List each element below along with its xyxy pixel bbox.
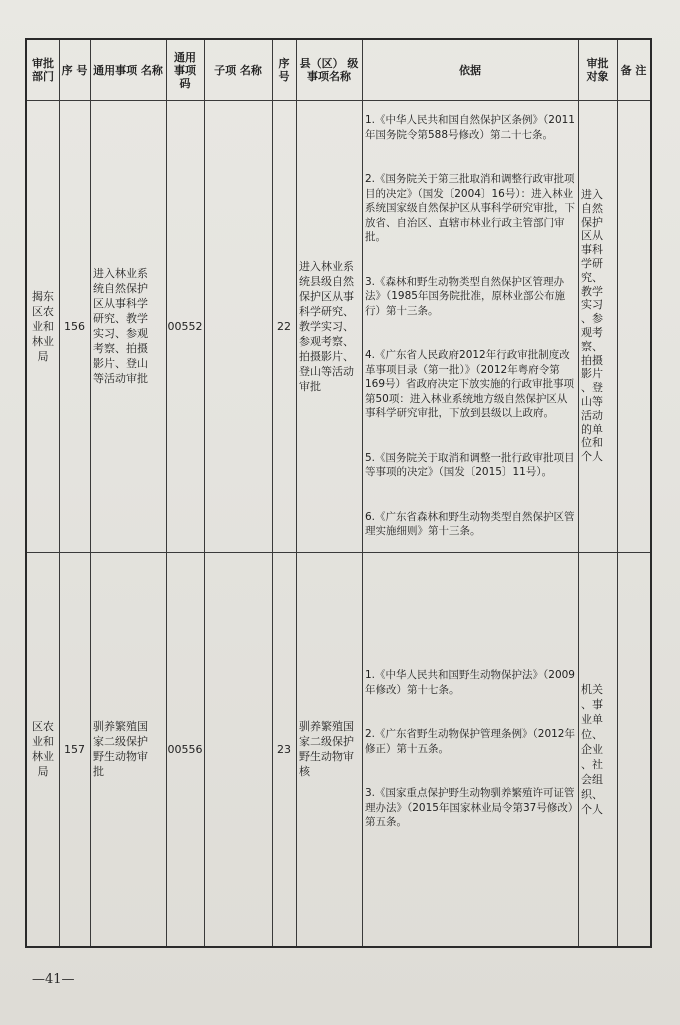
row1-common-name: 进入林业系 统自然保护 区从事科学 研究、教学 实习、参观 考察、拍摄 影片、登山 等活动审批 xyxy=(93,267,148,385)
row2-dept: 区农 业和 林业 局 xyxy=(32,720,54,778)
header-sub-name: 子项 名称 xyxy=(214,63,262,77)
row2-sub-name xyxy=(204,552,272,946)
basis-list xyxy=(365,83,575,569)
header-seq2: 序 号 xyxy=(278,57,290,83)
row2-seq: 157 xyxy=(64,742,85,756)
basis-item: 5.《国务院关于取消和调整一批行政审批项目等事项的决定》（国发〔2015〕11号）。 xyxy=(365,451,575,479)
basis-item: 6.《广东省森林和野生动物类型自然保护区管理实施细则》第十三条。 xyxy=(365,510,575,538)
basis-item: 3.《森林和野生动物类型自然保护区管理办法》（1985年国务院批准，原林业部公布施行）第十三条。 xyxy=(365,275,565,317)
row2-basis xyxy=(362,552,578,946)
row1-basis xyxy=(362,100,578,552)
header-dept: 审批 部门 xyxy=(32,57,54,83)
row2-common-code: 00556 xyxy=(167,742,203,756)
row1-remark xyxy=(617,100,650,552)
row1-seq2: 22 xyxy=(277,319,291,333)
page-number: —41— xyxy=(32,972,75,987)
approval-items-table xyxy=(25,38,652,948)
row1-common-code: 00552 xyxy=(167,319,203,333)
row2-remark xyxy=(617,552,650,946)
basis-item: 2.《国务院关于第三批取消和调整行政审批项目的决定》（国发〔2004〕16号）：进入林业系统国家级自然保护区从事科学研究审批，下放省、自治区、直辖市林业行政主管部门审批。 xyxy=(365,173,575,244)
row2-target: 机关 、事 业单 位、 企业 、社 会组 织、 个人 xyxy=(581,682,603,816)
header-county-name: 县（区） 级 事项名称 xyxy=(299,57,359,83)
basis-item: 3.《国家重点保护野生动物驯养繁殖许可证管理办法》（2015年国家林业局令第37号修改）第五条。 xyxy=(365,787,575,829)
header-basis: 依据 xyxy=(459,63,481,77)
row1-sub-name xyxy=(204,100,272,552)
row2-county-name: 驯养繁殖国 家二级保护 野生动物审 核 xyxy=(299,720,354,778)
header-target: 审批 对象 xyxy=(586,57,609,83)
row2-common-name: 驯养繁殖国 家二级保护 野生动物审 批 xyxy=(93,720,148,778)
header-remark: 备 注 xyxy=(620,63,647,77)
header-common-name: 通用事项 名称 xyxy=(93,63,163,77)
row1-seq: 156 xyxy=(64,319,85,333)
basis-list xyxy=(365,638,575,860)
row1-dept: 揭东 区农 业和 林业 局 xyxy=(32,289,54,363)
row2-seq2: 23 xyxy=(277,742,291,756)
header-seq: 序 号 xyxy=(61,63,88,77)
row1-county-name: 进入林业系 统县级自然 保护区从事 科学研究、 教学实习、 参观考察、 拍摄影片、 登山等活动 审批 xyxy=(299,259,354,393)
basis-item: 1.《中华人民共和国野生动物保护法》（2009年修改）第十七条。 xyxy=(365,669,575,696)
row1-target: 进入 自然 保护 区从 事科 学研 究、 教学 实习 、参 观考 察、 拍摄 影片 、登 山等 活动 的单 位和 个人 xyxy=(581,188,603,464)
header-common-code: 通用 事项 码 xyxy=(174,50,196,90)
basis-item: 1.《中华人民共和国自然保护区条例》（2011年国务院令第588号修改）第二十七条。 xyxy=(365,114,575,141)
basis-item: 4.《广东省人民政府2012年行政审批制度改革事项目录（第一批）》（2012年粤府令第169号）省政府决定下放实施的行政审批事项第50项：进入林业系统地方级自然保护区从事科学研究审批，下放到县级以上政府。 xyxy=(365,349,575,420)
basis-item: 2.《广东省野生动物保护管理条例》（2012年修正）第十五条。 xyxy=(365,728,575,755)
